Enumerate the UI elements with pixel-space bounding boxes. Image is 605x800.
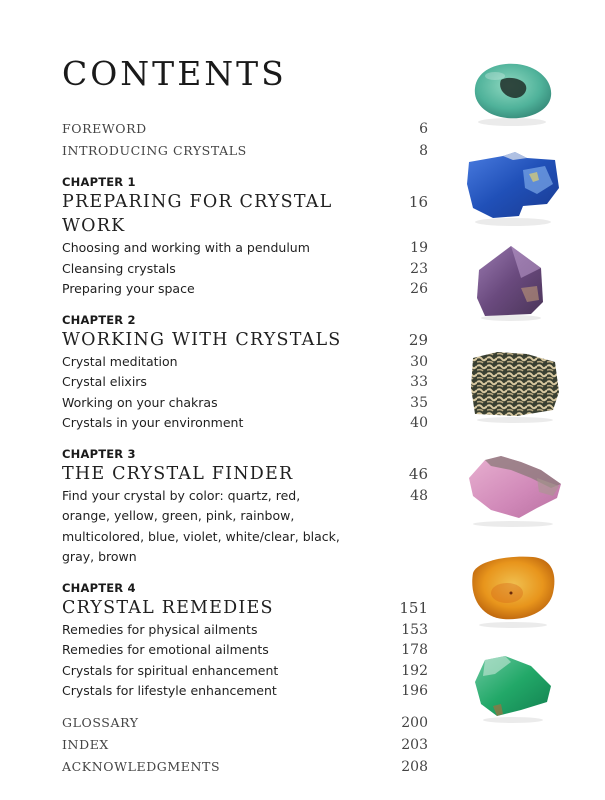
toc-entry[interactable] xyxy=(62,640,428,661)
chapter-4 xyxy=(62,580,428,702)
entry-page: 19 xyxy=(410,240,428,256)
toc-entry[interactable] xyxy=(62,259,428,280)
chapter-title: THE CRYSTAL FINDER xyxy=(62,463,294,484)
entry-page: 48 xyxy=(410,487,428,504)
toc-entry[interactable] xyxy=(62,681,428,702)
entry-label: Remedies for physical ailments xyxy=(62,621,258,637)
entry-label: Crystal meditation xyxy=(62,353,178,369)
chapter-3 xyxy=(62,446,428,568)
toc-entry[interactable] xyxy=(62,661,428,682)
chapter-title-entry[interactable] xyxy=(62,596,428,620)
green-tumbled-stone-image xyxy=(467,58,557,128)
entry-label: ACKNOWLEDGMENTS xyxy=(62,758,221,774)
entry-page: 29 xyxy=(408,330,428,349)
chapter-title: PREPARING FOR CRYSTAL WORK xyxy=(62,192,333,236)
blue-rough-crystal-image xyxy=(463,148,563,228)
entry-page: 151 xyxy=(399,598,428,617)
entry-label: Crystals for spiritual enhancement xyxy=(62,662,279,678)
entry-label: Remedies for emotional ailments xyxy=(62,642,269,657)
chapter-2 xyxy=(62,312,428,434)
chapter-1 xyxy=(62,174,428,300)
emerald-rough-image xyxy=(471,652,556,724)
entry-page: 6 xyxy=(419,121,428,137)
entry-page: 40 xyxy=(410,415,428,431)
entry-page: 16 xyxy=(408,193,428,211)
entry-page: 46 xyxy=(408,464,428,483)
entry-page: 178 xyxy=(401,642,428,658)
front-matter xyxy=(62,118,428,162)
chapter-title-entry[interactable] xyxy=(62,190,428,238)
entry-label: Working on your chakras xyxy=(62,394,218,410)
chapter-title-entry[interactable] xyxy=(62,328,428,352)
back-matter xyxy=(62,712,428,778)
toc-entry[interactable] xyxy=(62,372,428,393)
entry-label: Preparing your space xyxy=(62,281,195,296)
entry-label: Find your crystal by color: quartz, red, orange, yellow, green, pink, rainbow, multicolored, blue, violet, white/clear, black, gray, brown xyxy=(62,487,340,564)
entry-page: 200 xyxy=(401,714,428,731)
entry-page: 33 xyxy=(410,374,428,390)
entry-label: GLOSSARY xyxy=(62,714,139,730)
toc-entry-acknowledgments[interactable] xyxy=(62,756,428,778)
entry-label: Cleansing crystals xyxy=(62,260,176,276)
page-title: CONTENTS xyxy=(62,54,287,93)
toc-entry-glossary[interactable] xyxy=(62,712,428,734)
entry-page: 8 xyxy=(419,143,428,159)
entry-page: 208 xyxy=(401,758,428,775)
entry-page: 192 xyxy=(401,662,428,679)
entry-label: Crystals in your environment xyxy=(62,415,244,430)
chapter-label: CHAPTER 4 xyxy=(62,580,136,595)
entry-label: INTRODUCING CRYSTALS xyxy=(62,143,247,158)
toc-entry-index[interactable] xyxy=(62,734,428,756)
chapter-label: CHAPTER 1 xyxy=(62,175,136,189)
toc-entry-introducing-crystals[interactable] xyxy=(62,140,428,162)
crystal-images-column xyxy=(455,0,605,800)
pink-cobaltocalcite-image xyxy=(461,448,566,528)
toc-entry[interactable] xyxy=(62,413,428,434)
chapter-title: CRYSTAL REMEDIES xyxy=(62,597,274,618)
entry-page: 26 xyxy=(410,281,428,297)
entry-label: Choosing and working with a pendulum xyxy=(62,240,310,255)
entry-page: 35 xyxy=(410,394,428,411)
toc-entry[interactable] xyxy=(62,238,428,259)
entry-page: 203 xyxy=(401,736,428,753)
entry-label: FOREWORD xyxy=(62,121,147,136)
table-of-contents xyxy=(62,118,428,778)
amethyst-point-image xyxy=(471,242,551,322)
toc-entry[interactable] xyxy=(62,352,428,373)
entry-label: Crystal elixirs xyxy=(62,374,147,389)
entry-page: 153 xyxy=(401,621,428,638)
entry-label: Crystals for lifestyle enhancement xyxy=(62,683,277,698)
entry-label: INDEX xyxy=(62,736,109,752)
toc-entry[interactable] xyxy=(62,620,428,641)
toc-entry[interactable] xyxy=(62,393,428,414)
entry-page: 23 xyxy=(410,260,428,277)
chapter-label: CHAPTER 2 xyxy=(62,312,136,327)
dalmatian-jasper-image xyxy=(467,348,562,424)
chapter-label: CHAPTER 3 xyxy=(62,446,136,461)
entry-page: 30 xyxy=(410,353,428,370)
toc-entry[interactable] xyxy=(62,279,428,300)
entry-page: 196 xyxy=(401,683,428,699)
chapter-title-entry[interactable] xyxy=(62,462,428,486)
toc-entry[interactable] xyxy=(62,486,428,568)
chapter-title: WORKING WITH CRYSTALS xyxy=(62,329,342,350)
toc-entry-foreword[interactable] xyxy=(62,118,428,140)
amber-tumbled-image xyxy=(467,553,559,629)
